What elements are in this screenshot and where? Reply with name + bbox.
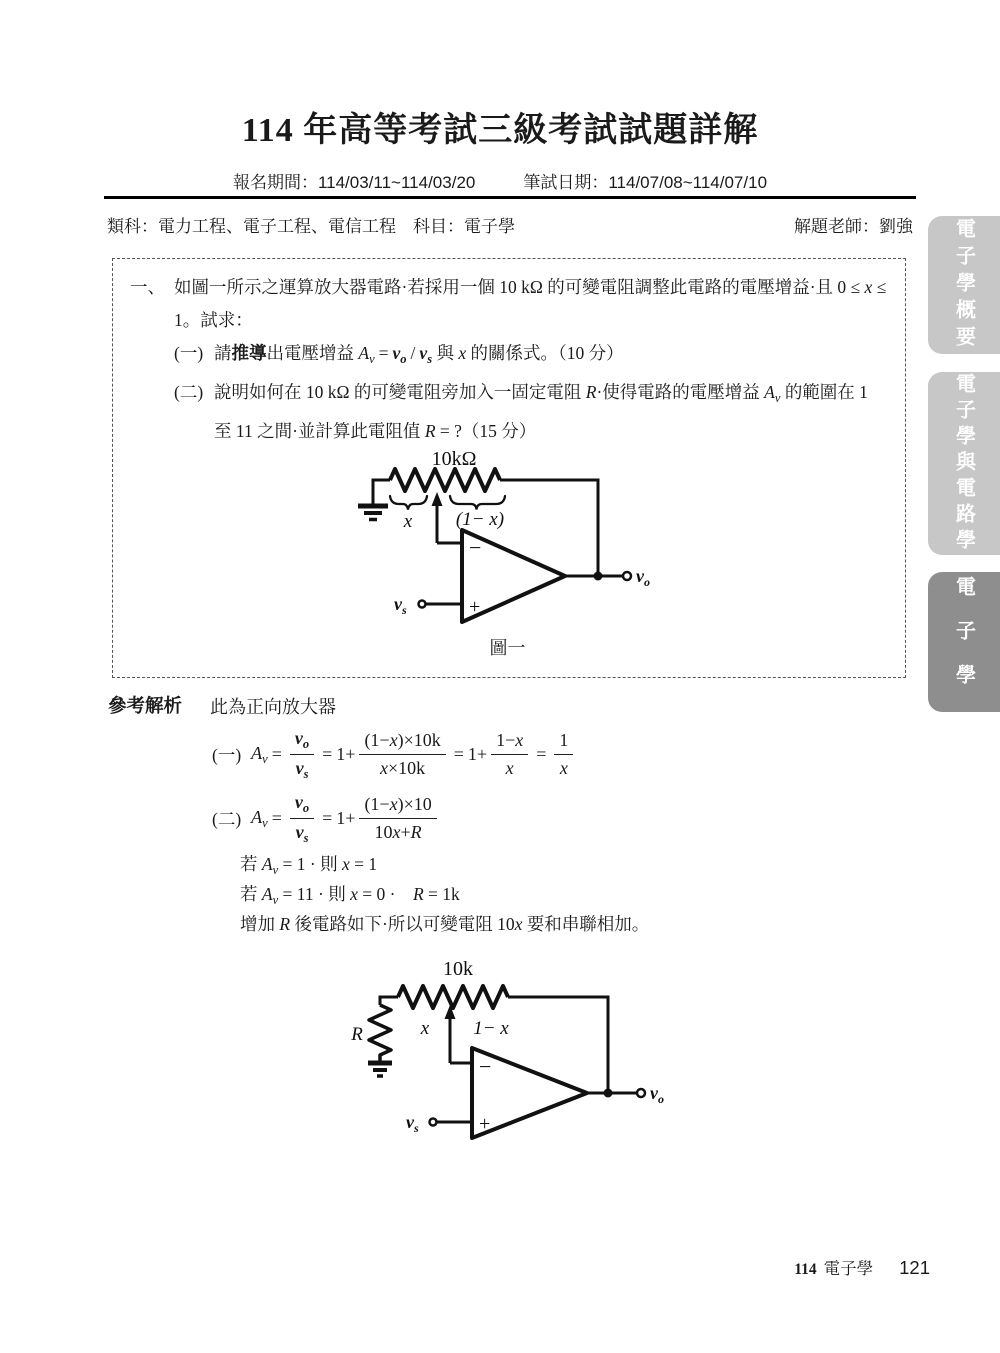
- fig2-feedback-wire: [508, 997, 608, 1093]
- solution-equation-2: (二) $A_v$ = $\frac{v_o}{v_s}$ = 1+ $\frac{(1-x)\times 10}{10x+R}$: [212, 791, 441, 847]
- fig1-underbrace-1-minus-x: [450, 496, 505, 510]
- question-item-2: (二) 說明如何在 10 kΩ 的可變電阻旁加入一固定電阻 R·使得電路的電壓增益 $A_v$ 的範圍在 1 至 11 之間·並計算此電阻值 R = ?（15 分）: [174, 376, 888, 448]
- fig2-ground-symbol: [368, 1063, 392, 1076]
- fig2-vo-label: $v_o$: [650, 1083, 664, 1106]
- figure1-circuit: [350, 443, 685, 636]
- fig1-vs-label: $v_s$: [394, 594, 407, 617]
- fig2-vs-terminal: [430, 1119, 437, 1126]
- fig2-minus-input-sign: −: [479, 1054, 492, 1079]
- figure2-circuit: [330, 953, 680, 1153]
- fig2-one-minus-x-label: 1− x: [473, 1018, 509, 1039]
- fig2-series-resistor-R: [369, 1005, 391, 1062]
- question-item-1: (一) 請推導出電壓增益 $A_v = v_o / v_s$ 與 x 的關係式。（10 分）: [174, 337, 888, 376]
- fig1-vs-terminal: [419, 601, 426, 608]
- sidebar-tab-electronics-active[interactable]: 電子學: [928, 572, 1000, 712]
- solution-line-2: 若 $A_v = 11$ · 則 x = 0 · R = 1k: [240, 884, 460, 907]
- page-title: 114 年高等考試三級考試試題詳解: [241, 112, 759, 149]
- solver-name: 解題老師：劉強: [794, 217, 913, 236]
- fraction-vo-vs: $\frac{v_o}{v_s}$: [290, 727, 314, 783]
- fraction-gain-with-R: $\frac{(1-x)\times 10}{10x+R}$: [359, 793, 436, 845]
- fig2-output-node: [604, 1089, 613, 1098]
- fig1-output-node: [594, 572, 603, 581]
- fig2-wiper-arrow: [445, 1005, 456, 1063]
- solution-intro: 此為正向放大器: [210, 697, 336, 717]
- meta-line: [107, 212, 913, 237]
- written-exam-date: 筆試日期：114/07/08~114/07/10: [523, 173, 768, 192]
- fig2-R-label: R: [351, 1024, 363, 1045]
- fig1-left-wire: [373, 480, 390, 505]
- fig2-plus-input-sign: +: [479, 1113, 491, 1135]
- fig2-potentiometer-resistor: [398, 986, 508, 1008]
- fraction-1-over-x: $\frac{1}{x}$: [554, 729, 573, 781]
- header-divider: [104, 196, 916, 199]
- fig1-one-minus-x-label: (1− x): [455, 509, 505, 530]
- fig1-feedback-wire: [500, 480, 598, 576]
- fig2-vs-label: $v_s$: [406, 1112, 419, 1135]
- solution-equation-1: (一) $A_v$ = $\frac{v_o}{v_s}$ = 1+ $\frac{(1-x)\times 10k}{x\times 10k}$ = 1+ $\frac{1-x}{x}$ = $\frac{1}{x}$: [212, 727, 577, 783]
- fraction-gain-k: $\frac{(1-x)\times 10k}{x\times 10k}$: [359, 729, 445, 781]
- registration-period: 報名期間：114/03/11~114/03/20: [232, 173, 476, 192]
- fig1-x-label: x: [403, 511, 413, 532]
- fig1-plus-input-sign: +: [469, 596, 481, 618]
- question-number: 一、: [130, 277, 165, 297]
- fig1-potentiometer-resistor: [390, 469, 500, 491]
- fig2-left-wire: [380, 997, 398, 1005]
- solution-line-1: 若 $A_v = 1$ · 則 x = 1: [240, 854, 378, 877]
- item1-marker: (一): [174, 343, 204, 363]
- fig2-resistor-value-label: 10k: [443, 958, 473, 980]
- question-content: [130, 271, 888, 448]
- footer-book-number: 114: [794, 1261, 817, 1278]
- question-items: [174, 337, 888, 448]
- fig1-minus-input-sign: −: [469, 535, 482, 560]
- fraction-vo-vs-2: $\frac{v_o}{v_s}$: [290, 791, 314, 847]
- page-footer: [794, 1255, 930, 1279]
- fig1-wiper-arrow: [432, 492, 443, 543]
- fig2-vo-terminal: [637, 1089, 645, 1097]
- figure1-caption: 圖一: [489, 638, 526, 658]
- footer-page-number: 121: [899, 1257, 930, 1278]
- solution-label: 參考解析: [108, 697, 183, 717]
- question-intro-text: 如圖一所示之運算放大器電路·若採用一個 10 kΩ 的可變電阻調整此電路的電壓增益·且 0 ≤ x ≤ 1。試求：: [174, 277, 887, 330]
- question-intro: [130, 271, 888, 337]
- fig1-ground-symbol: [358, 506, 388, 520]
- footer-book-title: 電子學: [823, 1259, 874, 1278]
- fig2-x-label: x: [420, 1018, 430, 1039]
- fraction-1-minus-x-over-x: $\frac{1-x}{x}$: [491, 729, 528, 781]
- sidebar-tab-electronics-outline[interactable]: 電子學概要: [928, 216, 1000, 354]
- sidebar-tab-electronics-and-circuits[interactable]: 電子學與電路學: [928, 372, 1000, 555]
- fig1-vo-label: $v_o$: [636, 566, 650, 589]
- item2-marker: (二): [174, 382, 204, 402]
- fig1-resistor-value-label: 10kΩ: [431, 448, 477, 470]
- solution-line-3: 增加 R 後電路如下·所以可變電阻 10x 要和串聯相加。: [240, 914, 650, 934]
- fig1-underbrace-x: [390, 496, 427, 510]
- exam-dates-line: [0, 168, 1000, 193]
- category-subject: 類科：電力工程、電子工程、電信工程 科目：電子學: [107, 217, 515, 236]
- fig1-vo-terminal: [623, 572, 631, 580]
